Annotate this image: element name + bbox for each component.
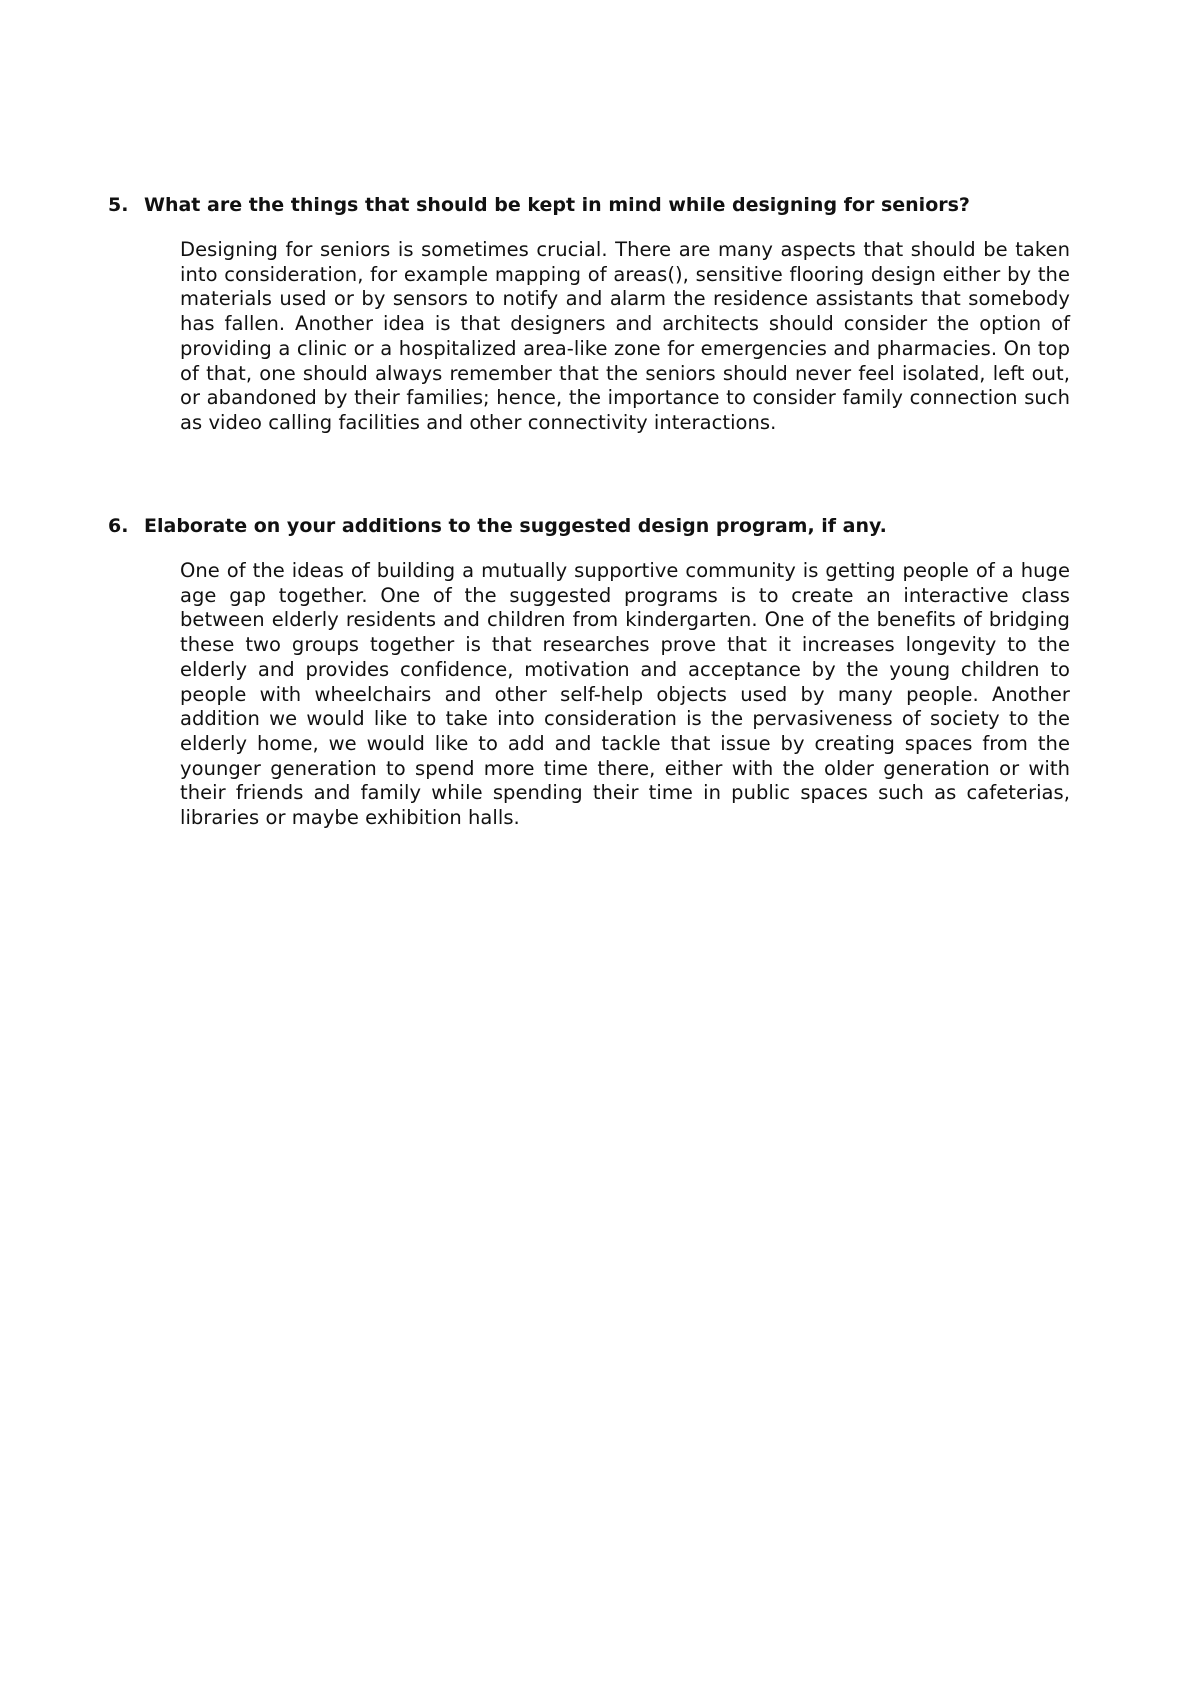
question-section-6 xyxy=(108,513,1070,831)
question-heading xyxy=(108,513,1070,539)
question-number: 6. xyxy=(108,515,129,537)
question-number: 5. xyxy=(108,194,129,216)
answer-paragraph: One of the ideas of building a mutually supportive community is getting people of a huge age gap together. One of the suggested programs is to create an interactive class between elderly residents and children from kindergarten. One of the benefits of bridging these two groups together is that researches prove that it increases longevity to the elderly and provides confidence, motivation and acceptance by the young children to people with wheelchairs and other self-help objects used by many people. Another addition we would like to take into consideration is the pervasiveness of society to the elderly home, we would like to add and tackle that issue by creating spaces from the younger generation to spend more time there, either with the older generation or with their friends and family while spending their time in public spaces such as cafeterias, libraries or maybe exhibition halls. xyxy=(180,559,1070,830)
answer-paragraph: Designing for seniors is sometimes crucial. There are many aspects that should be taken into consideration, for example mapping of areas(), sensitive flooring design either by the materials used or by sensors to notify and alarm the residence assistants that somebody has fallen. Another idea is that designers and architects should consider the option of providing a clinic or a hospitalized area-like zone for emergencies and pharmacies. On top of that, one should always remember that the seniors should never feel isolated, left out, or abandoned by their families; hence, the importance to consider family connection such as video calling facilities and other connectivity interactions. xyxy=(180,238,1070,434)
question-text: Elaborate on your additions to the suggested design program, if any. xyxy=(144,515,887,537)
question-text: What are the things that should be kept in mind while designing for seniors? xyxy=(144,194,970,216)
question-heading xyxy=(108,192,1070,218)
question-section-5 xyxy=(108,192,1070,436)
